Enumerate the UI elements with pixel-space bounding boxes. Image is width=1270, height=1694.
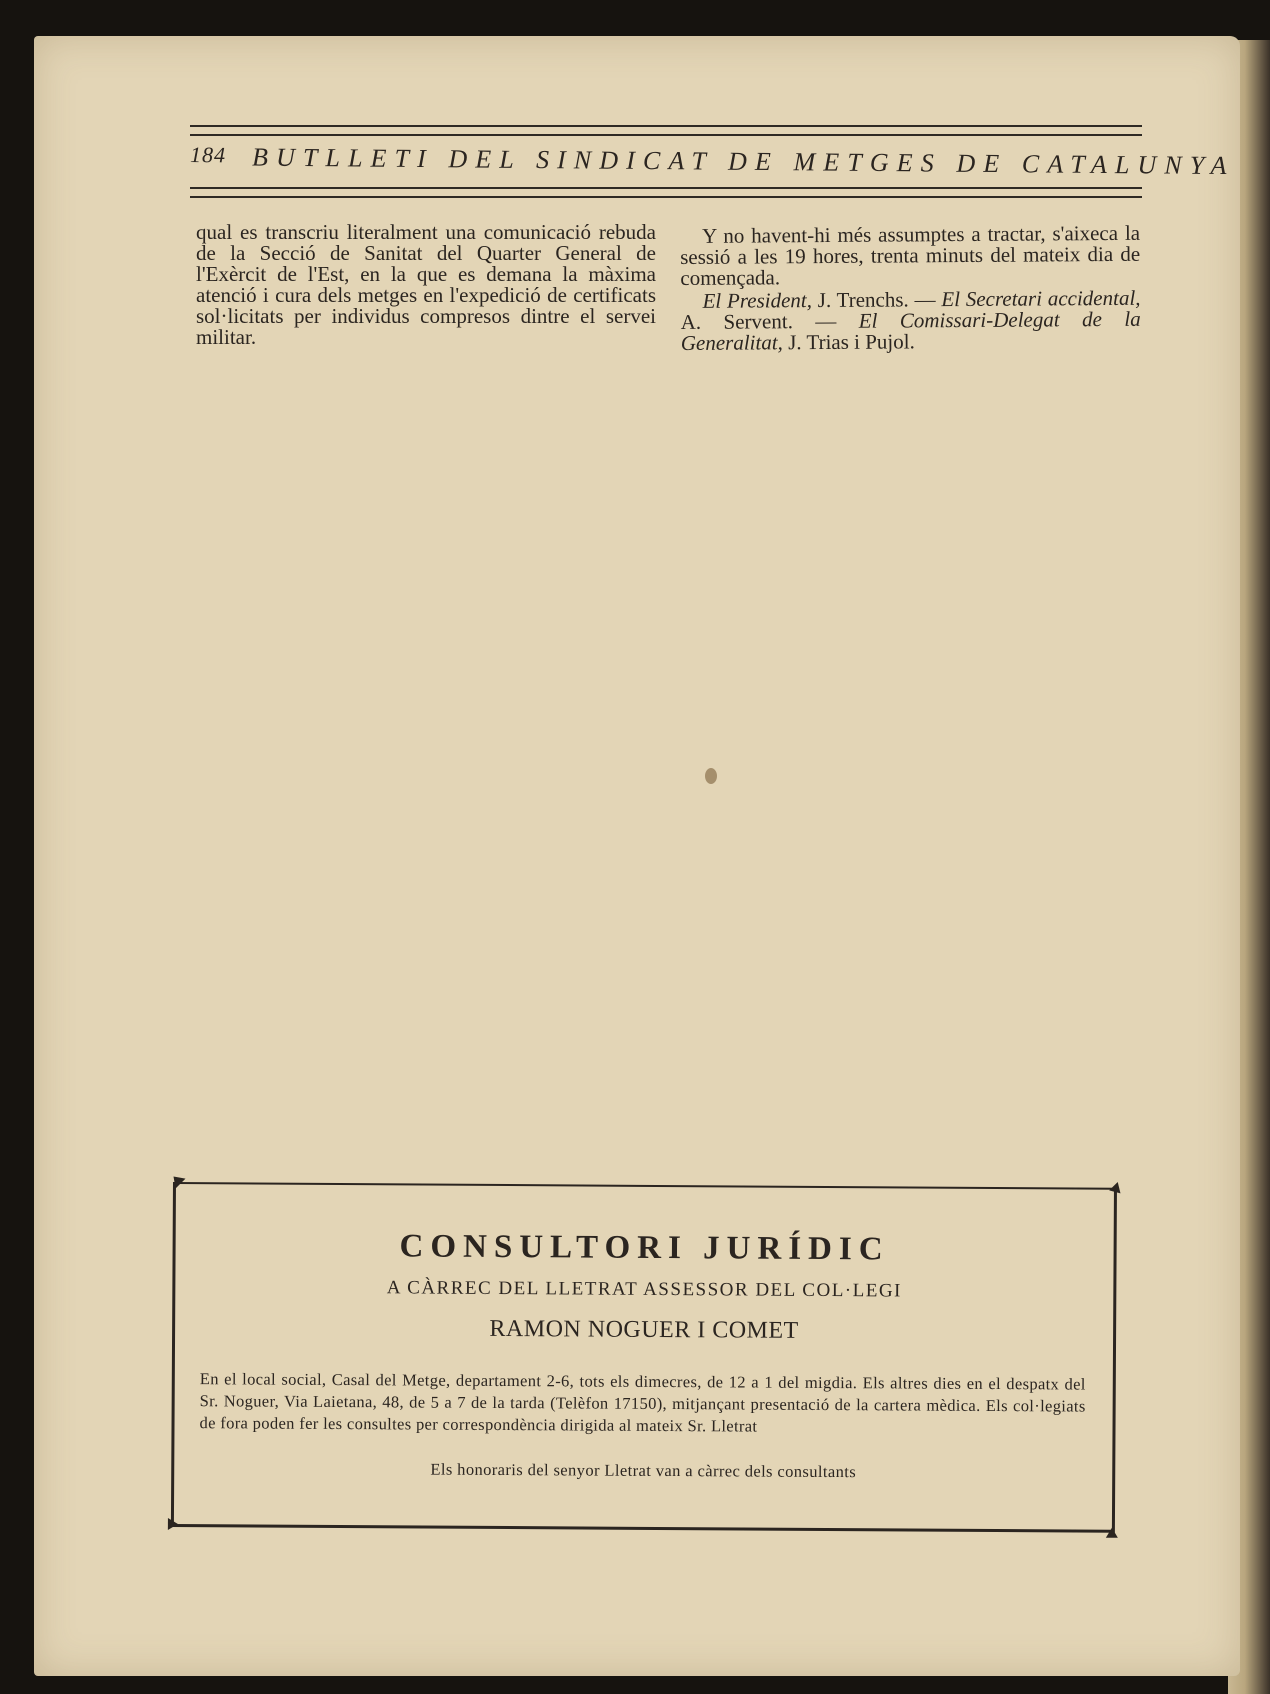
paper-stain — [705, 768, 717, 784]
running-header — [189, 142, 1235, 190]
closing-paragraph: Y no havent-hi més assumptes a tractar, s'aixeca la sessió a les 19 hores, trenta minuts del mateix dia de començada. — [680, 220, 1141, 290]
commissioner-name: J. Trias i Pujol. — [782, 329, 915, 355]
right-column — [680, 220, 1141, 355]
advert-lawyer-name: RAMON NOGUER I COMET — [489, 1315, 799, 1344]
legal-consultancy-advert — [171, 1182, 1117, 1533]
secretary-title: El Secretari accidental, — [941, 285, 1141, 312]
secretary-name: A. Servent. — — [680, 308, 859, 334]
advert-title: CONSULTORI JURÍDIC — [399, 1228, 890, 1268]
corner-mark-icon — [168, 1518, 178, 1530]
signatures-paragraph — [680, 285, 1141, 355]
header-top-rule — [190, 125, 1142, 136]
president-title: El President, — [702, 288, 813, 313]
page-number: 184 — [189, 142, 227, 168]
left-column-paragraph: qual es transcriu literalment una comunicació rebuda de la Secció de Sanitat del Quarter General de l'Exèrcit de l'Est, en la que es demana la màxima atenció i cura dels metges en l'expedició de certificats sol·licitats per individus compresos dintre el servei militar. — [196, 220, 656, 349]
corner-mark-icon — [1106, 1528, 1118, 1538]
advert-body: En el local social, Casal del Metge, departament 2-6, tots els dimecres, de 12 a 1 del migdia. Els altres dies en el despatx del Sr. Noguer, Via Laietana, 48, de 5 a 7 de la tarda (Telèfon 17150), mitjançant presentació de la cartera mèdica. Els col·legiats de fora poden fer les consultes per correspondència dirigida al mateix Sr. Lletrat — [199, 1369, 1086, 1436]
advert-footer: Els honoraris del senyor Lletrat van a càrrec dels consultants — [430, 1459, 857, 1482]
left-column — [196, 222, 656, 348]
running-title: BUTLLETI DEL SINDICAT DE METGES DE CATALUNYA — [251, 142, 1235, 181]
header-bottom-rule — [190, 187, 1142, 198]
commissioner-title: El Comissari-Delegat de la Generalitat, — [680, 306, 1141, 355]
president-name: J. Trenchs. — — [811, 287, 942, 313]
advert-subtitle: A CÀRREC DEL LLETRAT ASSESSOR DEL COL·LEGI — [386, 1277, 902, 1302]
